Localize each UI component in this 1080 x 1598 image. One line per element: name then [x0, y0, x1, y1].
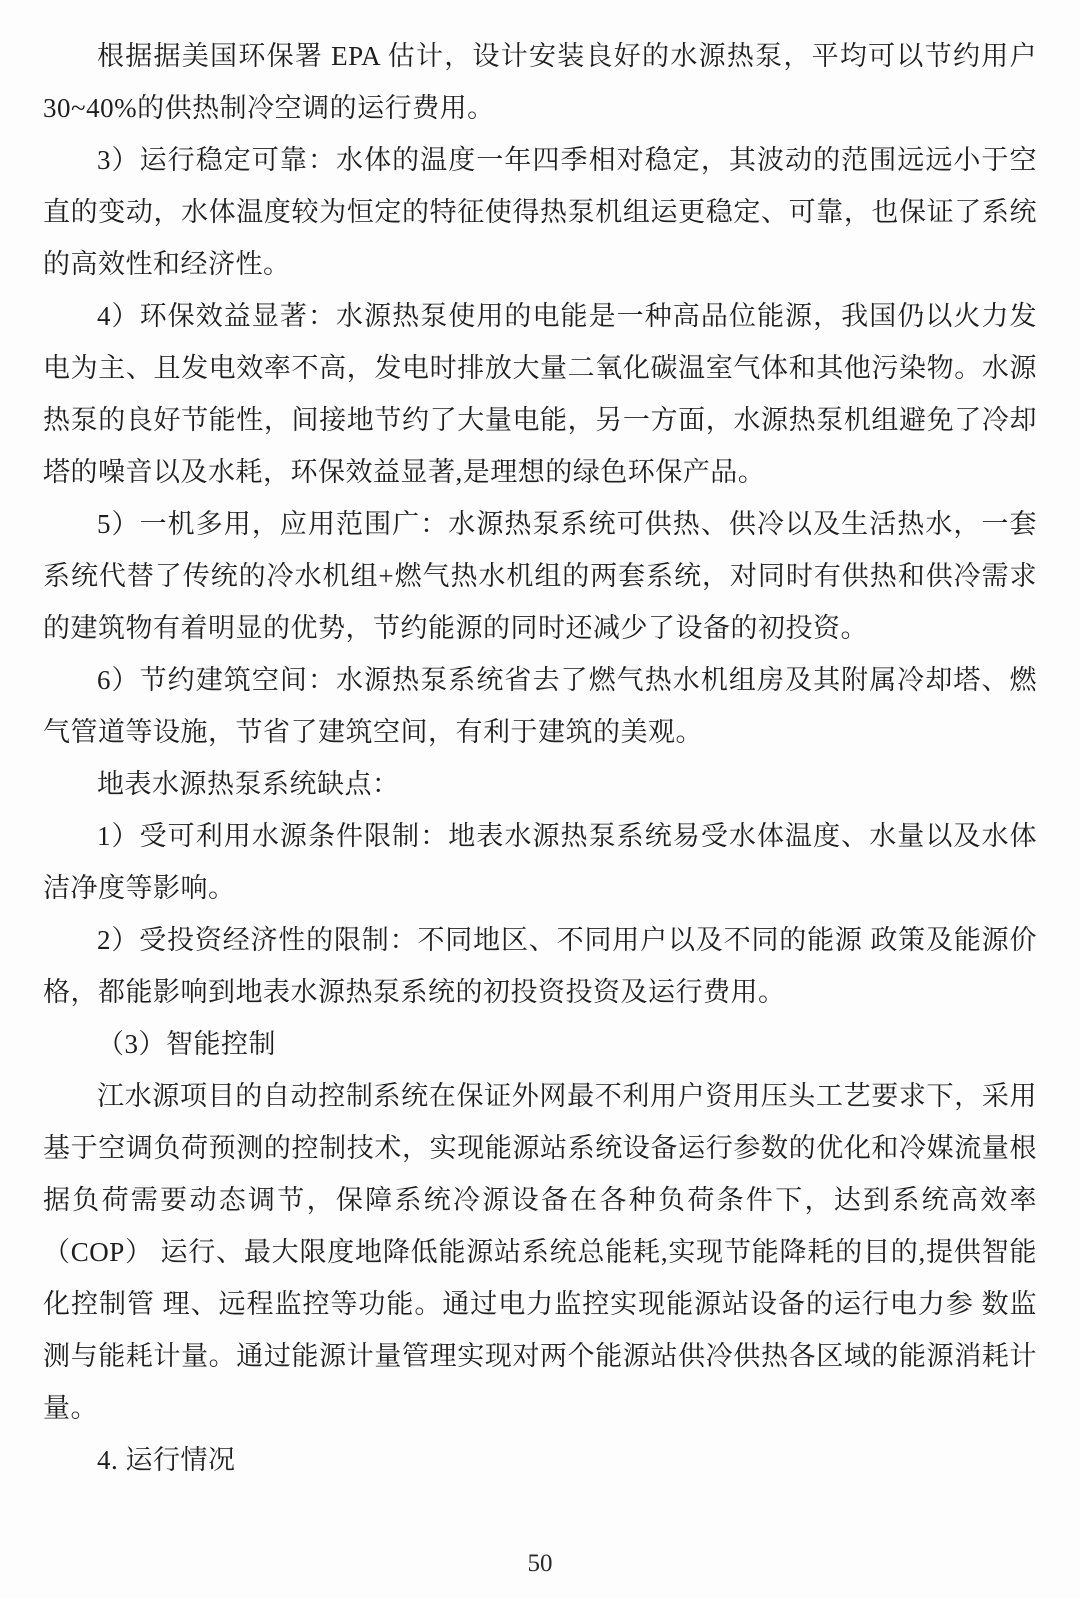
document-body — [43, 30, 1037, 1486]
paragraph-advantage-4-environment: 4）环保效益显著：水源热泵使用的电能是一种高品位能源，我国仍以火力发电为主、且发电效率不高，发电时排放大量二氧化碳温室气体和其他污染物。水源热泵的良好节能性，间接地节约了大量电能，另一方面，水源热泵机组避免了冷却塔的噪音以及水耗，环保效益显著,是理想的绿色环保产品。 — [43, 301, 1037, 487]
paragraph-smart-control-body: 江水源项目的自动控制系统在保证外网最不利用户资用压头工艺要求下，采用基于空调负荷预测的控制技术，实现能源站系统设备运行参数的优化和冷媒流量根据负荷需要动态调节，保障系统冷源设备在各种负荷条件下，达到系统高效率（COP） 运行、最大限度地降低能源站系统总能耗,实现节能降耗的目的,提供智能化控制管 理、远程监控等功能。通过电力监控实现能源站设备的运行电力参 数监测与能耗计量。通过能源计量管理实现对两个能源站供冷供热各区域的能源消耗计量。 — [43, 1081, 1037, 1423]
paragraph-disadvantage-2-economics: 2）受投资经济性的限制：不同地区、不同用户以及不同的能源 政策及能源价格，都能影响到地表水源热泵系统的初投资投资及运行费用。 — [43, 925, 1037, 1007]
paragraph-disadvantage-1-water-source: 1）受可利用水源条件限制：地表水源热泵系统易受水体温度、水量以及水体洁净度等影响。 — [43, 821, 1037, 903]
paragraph-disadvantages-heading: 地表水源热泵系统缺点： — [97, 769, 400, 799]
page-number: 50 — [527, 1550, 553, 1577]
paragraph-smart-control-heading: （3）智能控制 — [97, 1029, 276, 1059]
paragraph-operation-status-heading: 4. 运行情况 — [97, 1445, 236, 1475]
paragraph-advantage-3-stability: 3）运行稳定可靠：水体的温度一年四季相对稳定，其波动的范围远远小于空直的变动，水体温度较为恒定的特征使得热泵机组运更稳定、可靠，也保证了系统的高效性和经济性。 — [43, 145, 1037, 279]
paragraph-advantage-5-multi-use: 5）一机多用，应用范围广：水源热泵系统可供热、供冷以及生活热水，一套系统代替了传统的冷水机组+燃气热水机组的两套系统，对同时有供热和供冷需求的建筑物有着明显的优势，节约能源的同时还减少了设备的初投资。 — [43, 509, 1037, 643]
paragraph-epa-estimate: 根据据美国环保署 EPA 估计，设计安装良好的水源热泵，平均可以节约用户30~40%的供热制冷空调的运行费用。 — [43, 41, 1037, 123]
paragraph-advantage-6-space-saving: 6）节约建筑空间：水源热泵系统省去了燃气热水机组房及其附属冷却塔、燃气管道等设施，节省了建筑空间，有利于建筑的美观。 — [43, 665, 1037, 747]
